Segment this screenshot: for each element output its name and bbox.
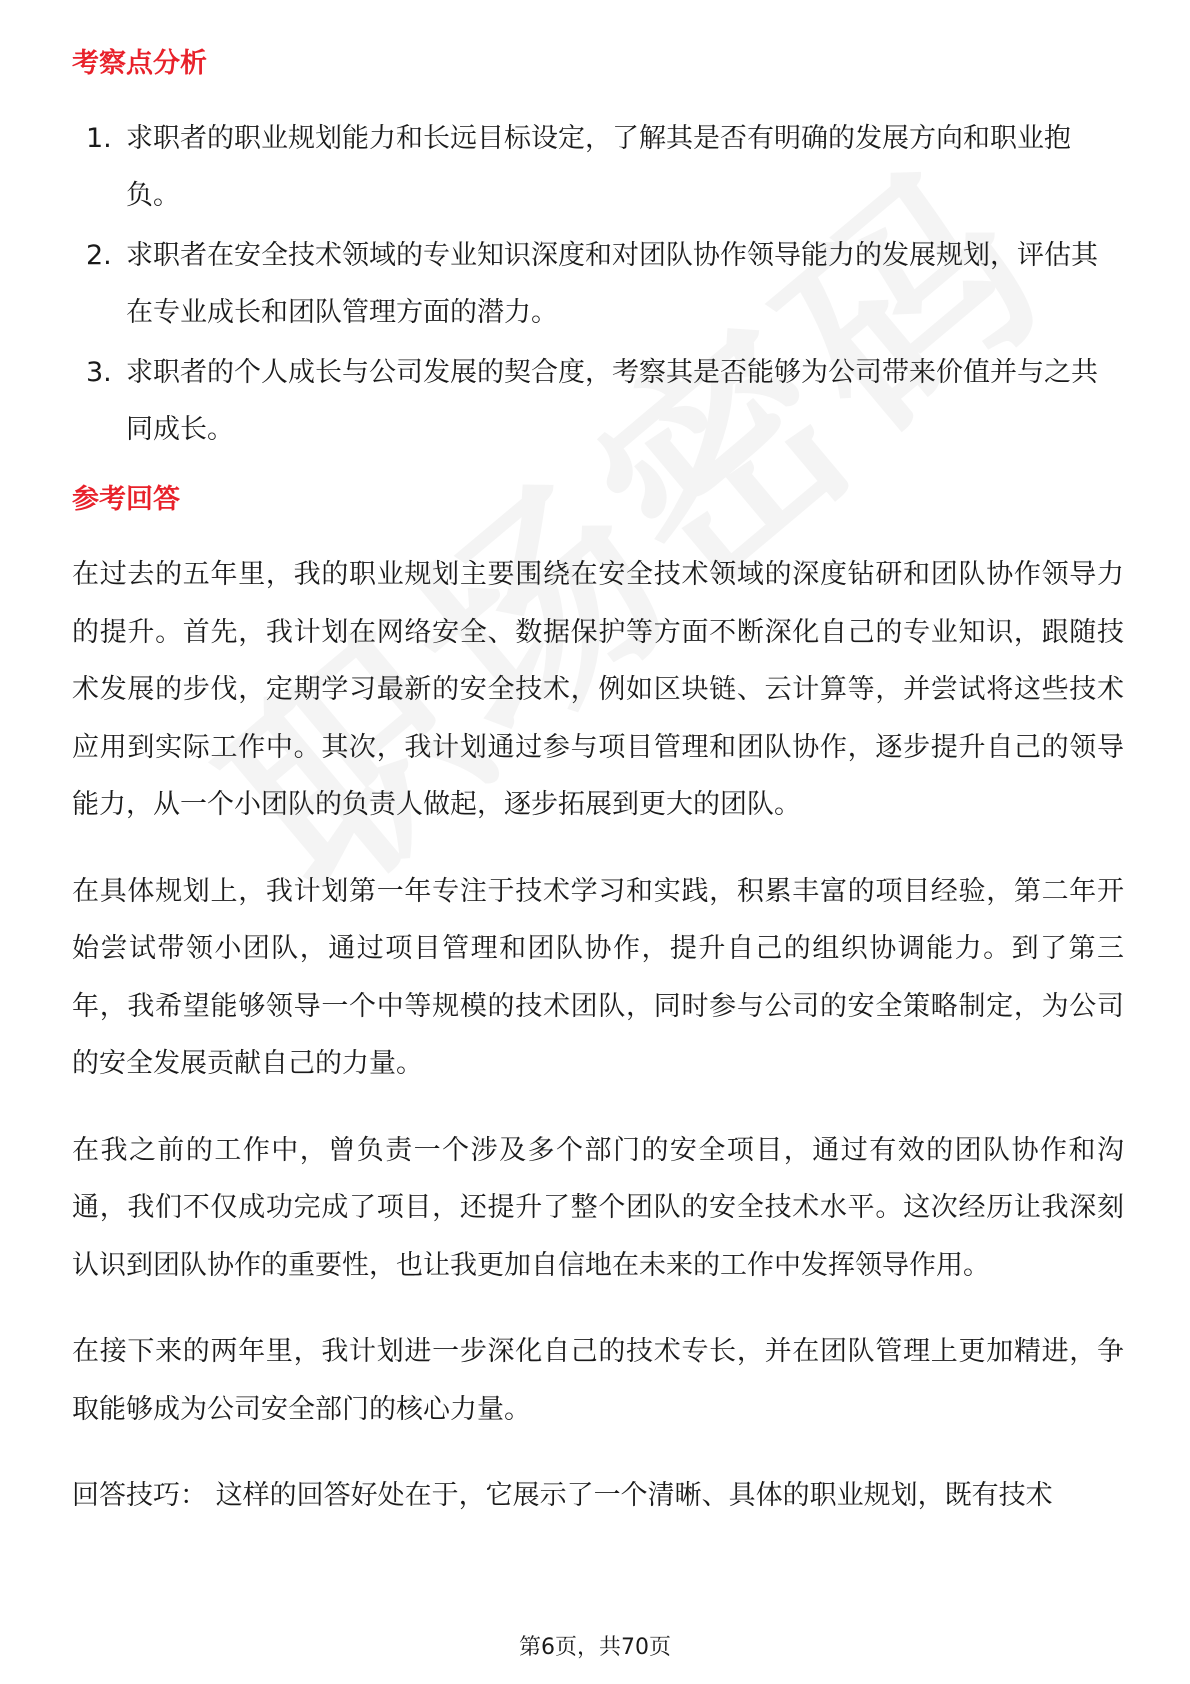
- list-number: 2.: [86, 240, 112, 271]
- answer-paragraph: 在过去的五年里，我的职业规划主要围绕在安全技术领域的深度钻研和团队协作领导力的提升。首先，我计划在网络安全、数据保护等方面不断深化自己的专业知识，跟随技术发展的步伐，定期学习最新的安全技术，例如区块链、云计算等，并尝试将这些技术应用到实际工作中。其次，我计划通过参与项目管理和团队协作，逐步提升自己的领导能力，从一个小团队的负责人做起，逐步拓展到更大的团队。: [72, 559, 1124, 820]
- answer-tips-paragraph: 回答技巧： 这样的回答好处在于，它展示了一个清晰、具体的职业规划，既有技术: [72, 1480, 1053, 1511]
- answer-paragraph: 在接下来的两年里，我计划进一步深化自己的技术专长，并在团队管理上更加精进，争取能够成为公司安全部门的核心力量。: [72, 1336, 1124, 1425]
- answer-paragraph: 在具体规划上，我计划第一年专注于技术学习和实践，积累丰富的项目经验，第二年开始尝试带领小团队，通过项目管理和团队协作，提升自己的组织协调能力。到了第三年，我希望能够领导一个中等规模的技术团队，同时参与公司的安全策略制定，为公司的安全发展贡献自己的力量。: [72, 875, 1124, 1079]
- list-item: [72, 344, 1124, 458]
- list-number: 1.: [86, 123, 112, 154]
- list-item: [72, 227, 1124, 341]
- answer-paragraph: 在我之前的工作中，曾负责一个涉及多个部门的安全项目，通过有效的团队协作和沟通，我们不仅成功完成了项目，还提升了整个团队的安全技术水平。这次经历让我深刻认识到团队协作的重要性，也让我更加自信地在未来的工作中发挥领导作用。: [72, 1134, 1124, 1281]
- analysis-list: [72, 110, 1124, 458]
- analysis-heading: 考察点分析: [72, 48, 207, 79]
- page-number: 第6页，共70页: [519, 1635, 671, 1660]
- document-body: [72, 44, 1124, 1554]
- answer-heading: 参考回答: [72, 484, 180, 515]
- list-text: 求职者在安全技术领域的专业知识深度和对团队协作领导能力的发展规划，评估其在专业成长和团队管理方面的潜力。: [126, 240, 1098, 328]
- list-item: [72, 110, 1124, 224]
- list-text: 求职者的个人成长与公司发展的契合度，考察其是否能够为公司带来价值并与之共同成长。: [126, 357, 1098, 445]
- list-number: 3.: [86, 357, 112, 388]
- list-text: 求职者的职业规划能力和长远目标设定，了解其是否有明确的发展方向和职业抱负。: [126, 123, 1071, 211]
